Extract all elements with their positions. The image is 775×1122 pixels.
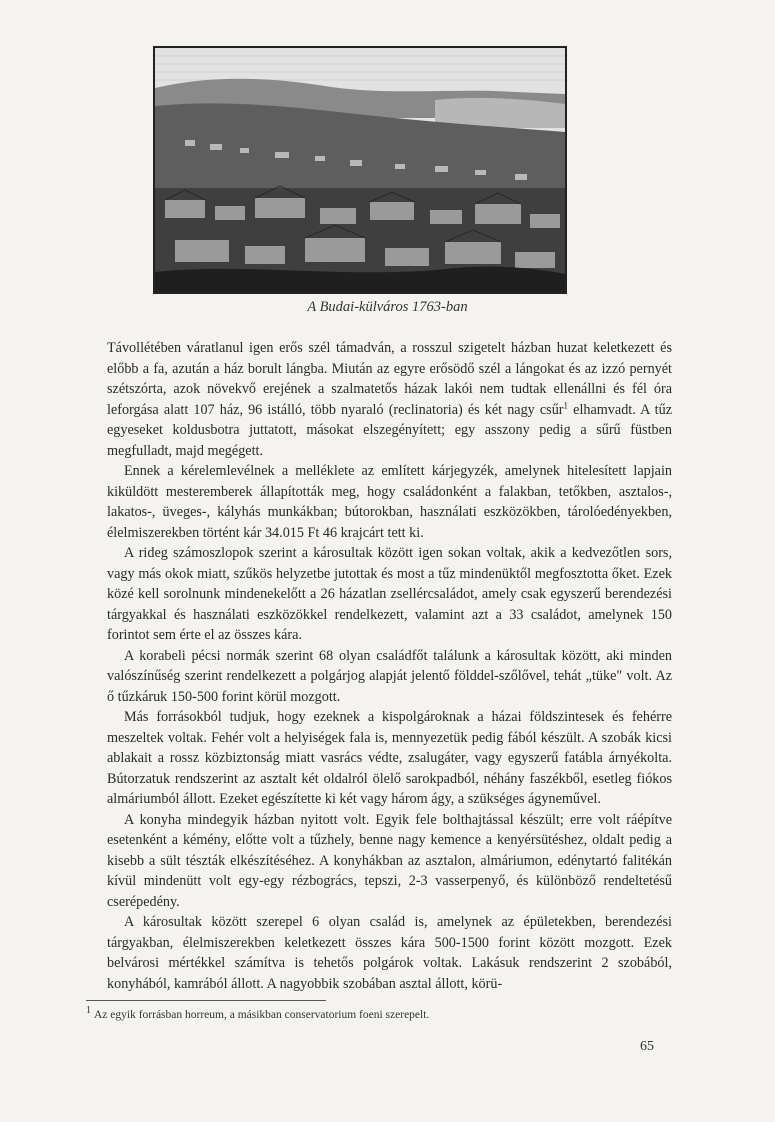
page-number: 65	[640, 1039, 654, 1054]
paragraph	[107, 338, 672, 461]
paragraph-text-continued: elhamvadt. A tűz egyeseket koldusbotra juttatott, másokat elszegényített; egy asszony pedig a sűrű füstben megfulladt, majd megégett.	[107, 401, 673, 459]
paragraph: A korabeli pécsi normák szerint 68 olyan családfőt találunk a károsultak között, aki minden valószínűség szerint rendelkezett a polgárjog alapját jelentő földdel-szőlővel, tehát „tüke" volt. Az ő tűzkáruk 150-500 forint körül mozgott.	[107, 647, 672, 705]
engraving-illustration	[155, 48, 565, 292]
footnote	[86, 1005, 646, 1021]
body-text	[107, 338, 672, 994]
city-engraving-image	[153, 46, 567, 294]
paragraph: A rideg számoszlopok szerint a károsultak között igen sokan voltak, akik a kedvezőtlen sors, vagy más okok miatt, szűkös helyzetbe jutottak és most a tűz mindenüktől megfosztotta őket. Ezek közé kell sorolnunk mindenekelőtt a 26 házatlan zsellércsaládot, amely csak egyszerű berendezési tárgyakkal és használati eszközökkel rendelkezett, valamint azt a 33 családot, amelynek 150 forintot sem érte el az összes kára.	[107, 545, 672, 643]
paragraph: Ennek a kérelemlevélnek a melléklete az említett kárjegyzék, amelynek hitelesített lapjain kiküldött mesteremberek állapították meg, hogy családonként a falakban, tetőkben, asztalos-, lakatos-, üveges-, kályhás munkákban; bútorokban, használati eszközökben, tárolóedényekben, élelmiszerekben történt kár 34.015 Ft 46 krajcárt tett ki.	[107, 463, 672, 541]
footnote-divider	[86, 1000, 326, 1001]
figure-caption: A Budai-külváros 1763-ban	[307, 299, 468, 315]
paragraph: A károsultak között szerepel 6 olyan család is, amelynek az épületekben, berendezési tárgyakban, élelmiszerekben keletkezett összes kára 500-1500 forint között mozgott. Ezek belvárosi mértékkel számítva is tehetős polgárok voltak. Lakásuk rendszerint 2 szobából, konyhából, kamrából állott. A nagyobbik szobában asztal állott, körü-	[107, 914, 672, 992]
footnote-reference: 1	[563, 399, 569, 410]
footnote-number: 1	[86, 1005, 91, 1016]
footnote-text: Az egyik forrásban horreum, a másikban conservatorium foeni szerepelt.	[94, 1008, 430, 1021]
paragraph-text: Távollétében váratlanul igen erős szél támadván, a rosszul szigetelt házban huzat keletkezett és előbb a fa, azután a ház borult lángba. Miután az egyre erősödő szél a lángokat és az izzó pernyét szétszórta, azok növekvő erejének a szalmatetős házak lakói nem tudtak ellenállni és fél óra leforgása alatt 107 ház, 96 istálló, több nyaraló (reclinatoria) és két nagy csűr	[107, 340, 672, 418]
paragraph: Más forrásokból tudjuk, hogy ezeknek a kispolgároknak a házai földszintesek és fehérre meszeltek voltak. Fehér volt a helyiségek fala is, mennyezetük pedig fából készült. A szobák kicsi ablakait a rossz közbiztonság miatt vasrács védte, zsalugáter, vagy egyszerű fatábla árnyékolta. Bútorzatuk rendszerint az asztalt két oldalról ölelő sarokpadból, néhány faszékből, esetleg fiókos almáriumból állott. Ezeket egészítette ki két vagy három ágy, a szükséges ágyneművel.	[107, 709, 672, 807]
paragraph: A konyha mindegyik házban nyitott volt. Egyik fele bolthajtással készült; erre volt ráépítve esetenként a kémény, előtte volt a tűzhely, benne nagy kemence a kenyérsütéshez, oldalt pedig a kisebb a sült tészták elkészítéséhez. A konyhákban az asztalon, almáriumon, edénytartó falitékán kívül mindenütt volt egy-egy rézbogrács, tepszi, 2-3 vasserpenyő, és különböző rendeltetésű cserépedény.	[107, 811, 672, 910]
